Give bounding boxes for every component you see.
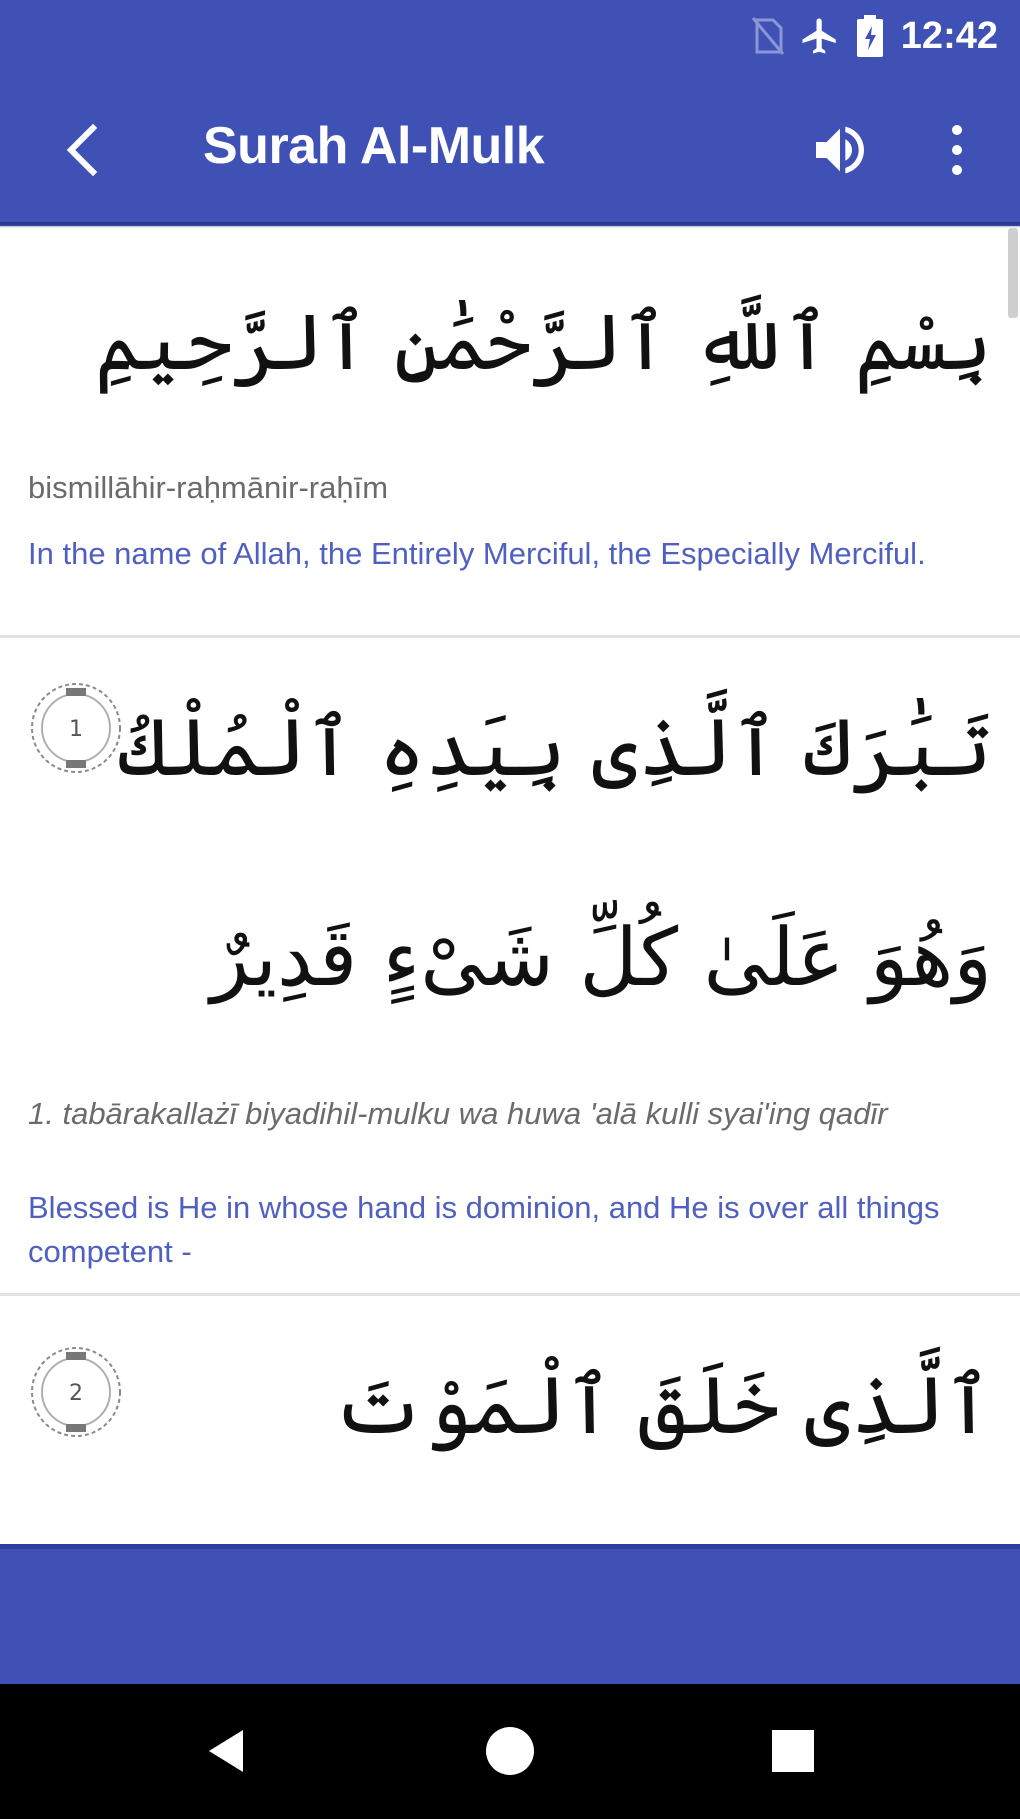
more-vert-icon bbox=[947, 120, 967, 180]
transliteration-text: 1. tabārakallażī biyadihil-mulku wa huwa 'alā kulli syai'ing qadīr bbox=[28, 1096, 888, 1131]
nav-home-button[interactable] bbox=[465, 1706, 555, 1796]
status-time: 12:42 bbox=[900, 14, 998, 57]
back-button[interactable] bbox=[40, 105, 130, 195]
ayah-number: 2 bbox=[69, 1381, 83, 1406]
status-icons bbox=[751, 10, 998, 62]
transliteration-text: bismillāhir-raḥmānir-raḥīm bbox=[28, 470, 389, 505]
nav-back-icon bbox=[203, 1726, 253, 1776]
translation-text: In the name of Allah, the Entirely Merciful, the Especially Merciful. bbox=[28, 536, 926, 571]
ayah-number-marker-icon bbox=[28, 680, 124, 776]
verse-list[interactable] bbox=[0, 228, 1020, 1544]
arabic-text-line-1: تَبَٰرَكَ ٱلَّذِى بِيَدِهِ ٱلْمُلْكُ bbox=[118, 701, 992, 794]
speaker-icon bbox=[808, 118, 872, 182]
system-nav-bar bbox=[0, 1684, 1020, 1819]
translation-text: Blessed is He in whose hand is dominion, and He is over all things competent - bbox=[28, 1190, 940, 1269]
ayah-number: 1 bbox=[69, 717, 83, 742]
verse-card-2[interactable] bbox=[0, 1296, 1020, 1544]
back-arrow-icon bbox=[55, 120, 115, 180]
nav-recents-icon bbox=[770, 1728, 816, 1774]
audio-button[interactable] bbox=[795, 105, 885, 195]
verse-card-1[interactable] bbox=[0, 638, 1020, 1298]
no-sim-icon bbox=[751, 16, 785, 56]
status-bar bbox=[0, 0, 1020, 72]
ayah-number-marker-icon bbox=[28, 1344, 124, 1440]
footer-bar bbox=[0, 1544, 1020, 1684]
nav-recents-button[interactable] bbox=[748, 1706, 838, 1796]
verse-card-bismillah[interactable] bbox=[0, 228, 1020, 638]
airplane-mode-icon bbox=[799, 15, 841, 57]
more-options-button[interactable] bbox=[912, 105, 1002, 195]
arabic-text: ٱلَّذِى خَلَقَ ٱلْمَوْتَ bbox=[331, 1359, 992, 1452]
nav-back-button[interactable] bbox=[183, 1706, 273, 1796]
battery-icon bbox=[855, 14, 885, 58]
arabic-text-line-2: وَهُوَ عَلَىٰ كُلِّ شَىْءٍ قَدِيرٌ bbox=[210, 911, 992, 1004]
nav-home-icon bbox=[484, 1725, 536, 1777]
arabic-text: بِسْمِ ٱللَّهِ ٱلرَّحْمَٰنِ ٱلرَّحِيمِ bbox=[94, 298, 992, 388]
page-title: Surah Al-Mulk bbox=[203, 117, 545, 175]
app-bar bbox=[0, 72, 1020, 226]
